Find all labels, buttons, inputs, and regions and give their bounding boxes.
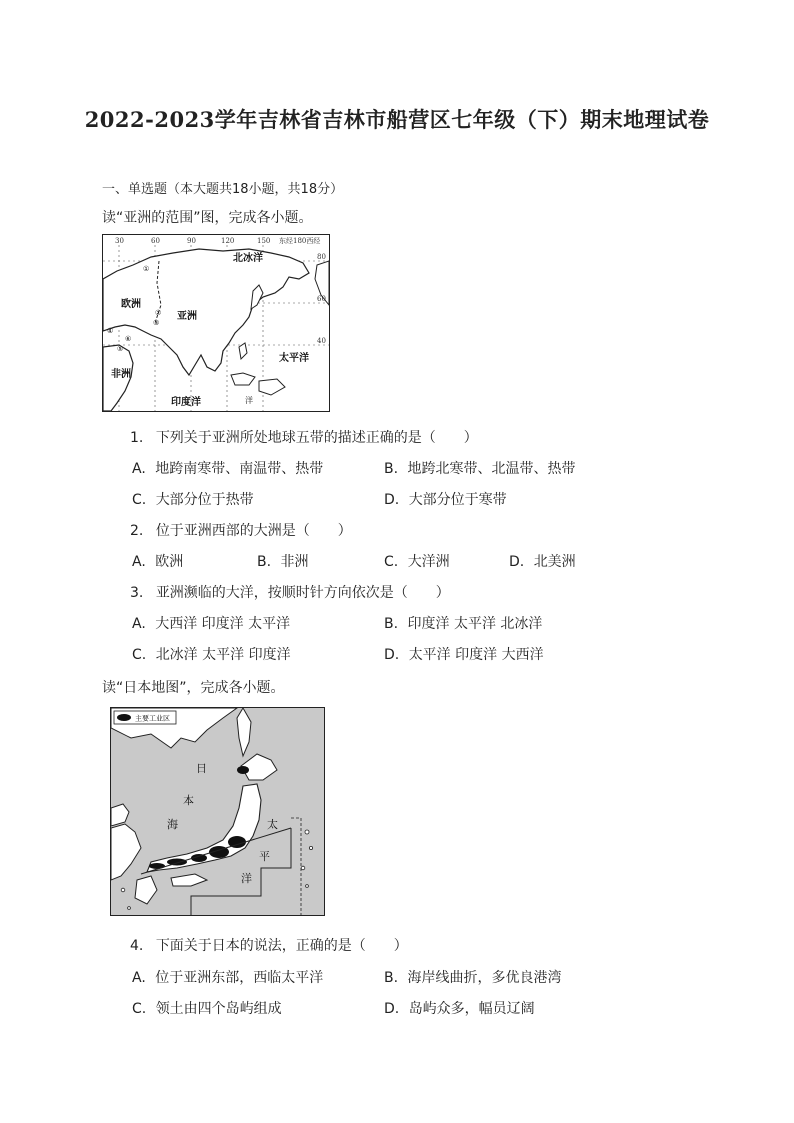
label-europe: 欧洲 [121,299,141,310]
ocean-char-2: 平 [259,850,270,863]
lon-tick-30: 30 [115,237,124,245]
option-text: 北美洲 [533,554,576,570]
japan-map [110,707,325,916]
option-letter: A. [132,461,146,477]
question-2-text: 位于亚洲西部的大洲是（ ） [155,523,352,539]
q2-option-d[interactable] [509,551,576,571]
map-legend [114,711,176,724]
question-2-number: 2. [130,523,144,539]
marker-5: ⑤ [117,345,124,353]
marker-1: ① [143,265,150,273]
option-letter: D. [384,647,400,663]
q1-option-d[interactable] [384,489,507,509]
legend-swatch [117,714,131,721]
option-letter: C. [132,492,147,508]
option-text: 大洋洲 [407,554,450,570]
option-text: 位于亚洲东部，西临太平洋 [155,970,324,986]
question-4 [130,935,408,955]
option-text: 海岸线曲折，多优良港湾 [407,970,562,986]
option-letter: D. [384,492,400,508]
option-letter: B. [257,554,272,570]
marker-3: ③ [153,319,160,327]
ocean-char-3: 洋 [241,872,252,885]
question-1-number: 1. [130,430,144,446]
option-letter: C. [384,554,399,570]
q1-option-a[interactable] [132,458,323,478]
q3-option-a[interactable] [132,613,290,633]
label-asia: 亚洲 [177,311,197,322]
lon-tick-60: 60 [151,237,160,245]
option-letter: C. [132,647,147,663]
option-text: 太平洋 印度洋 大西洋 [408,647,544,663]
option-letter: A. [132,616,146,632]
lat-tick-80: 80 [317,253,326,261]
lon-tick-90: 90 [187,237,196,245]
question-3 [130,582,450,602]
asia-map-graphic [103,235,329,411]
page-title: 2022-2023学年吉林省吉林市船营区七年级（下）期末地理试卷 [84,107,710,132]
q4-option-c[interactable] [132,998,282,1018]
lon-tick-180: 东经180西经 [279,237,321,245]
q3-option-c[interactable] [132,644,291,664]
q2-option-a[interactable] [132,551,183,571]
option-text: 岛屿众多，幅员辽阔 [408,1001,535,1017]
lat-tick-40: 40 [317,337,326,345]
option-letter: A. [132,970,146,986]
option-text: 大部分位于寒带 [408,492,507,508]
option-letter: D. [509,554,525,570]
question-1 [130,427,478,447]
q1-option-c[interactable] [132,489,254,509]
ocean-char-1: 太 [267,818,278,831]
question-4-text: 下面关于日本的说法，正确的是（ ） [155,938,408,954]
japan-map-graphic [111,708,324,915]
option-letter: A. [132,554,146,570]
question-3-number: 3. [130,585,144,601]
intro-asia-map: 读“亚洲的范围”图，完成各小题。 [102,210,313,226]
q1-option-b[interactable] [384,458,576,478]
q4-option-a[interactable] [132,967,323,987]
option-letter: D. [384,1001,400,1017]
question-2 [130,520,352,540]
label-pacific-ocean: 太平洋 [279,353,309,364]
q4-option-b[interactable] [384,967,562,987]
q3-option-b[interactable] [384,613,542,633]
marker-4: ④ [107,327,114,335]
option-text: 领土由四个岛屿组成 [155,1001,282,1017]
intro-japan-map: 读“日本地图”，完成各小题。 [102,680,285,696]
label-africa: 非洲 [111,369,131,380]
option-text: 非洲 [280,554,309,570]
option-letter: B. [384,461,399,477]
question-1-text: 下列关于亚洲所处地球五带的描述正确的是（ ） [155,430,478,446]
lon-tick-120: 120 [221,237,235,245]
lat-tick-60: 60 [317,295,326,303]
sea-char-2: 本 [183,794,194,807]
option-letter: C. [132,1001,147,1017]
option-text: 印度洋 太平洋 北冰洋 [407,616,543,632]
marker-6: ⑥ [125,335,132,343]
sea-char-1: 日 [196,762,207,775]
label-arctic-ocean: 北冰洋 [233,253,263,264]
asia-map [102,234,330,412]
question-4-number: 4. [130,938,144,954]
option-text: 地跨南寒带、南温带、热带 [155,461,324,477]
q2-option-b[interactable] [257,551,309,571]
option-letter: B. [384,970,399,986]
legend-label: 主要工业区 [135,714,170,723]
option-text: 欧洲 [155,554,184,570]
section-header: 一、单选题（本大题共18小题，共18分） [102,182,344,197]
question-3-text: 亚洲濒临的大洋，按顺时针方向依次是（ ） [155,585,450,601]
q4-option-d[interactable] [384,998,535,1018]
marker-2: ② [155,309,162,317]
option-text: 大西洋 印度洋 太平洋 [155,616,291,632]
label-indian-ocean: 印度洋 [171,397,201,408]
option-text: 大部分位于热带 [155,492,254,508]
label-ocean-fragment: 洋 [245,396,253,405]
q2-option-c[interactable] [384,551,450,571]
option-text: 北冰洋 太平洋 印度洋 [155,647,291,663]
option-letter: B. [384,616,399,632]
q3-option-d[interactable] [384,644,544,664]
option-text: 地跨北寒带、北温带、热带 [407,461,576,477]
sea-char-3: 海 [167,818,178,831]
lon-tick-150: 150 [257,237,271,245]
